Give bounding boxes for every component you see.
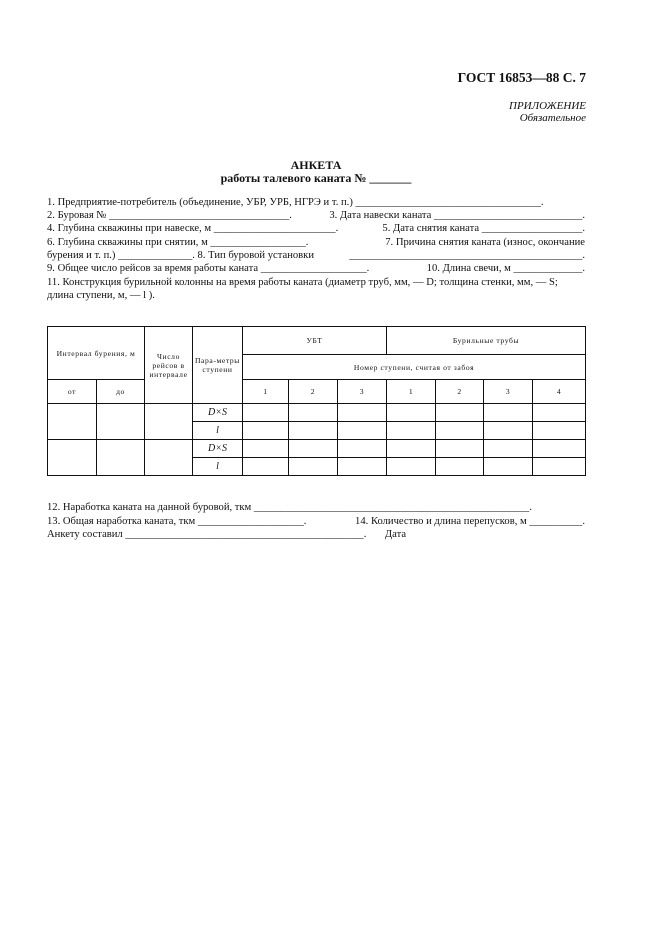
item-13: 13. Общая наработка каната, ткм ____________________. <box>47 516 307 527</box>
cell-to[interactable] <box>97 404 145 440</box>
cell[interactable] <box>436 422 484 440</box>
header-to: до <box>97 380 145 404</box>
header-ubt: УБТ <box>243 327 387 355</box>
cell[interactable] <box>484 458 533 476</box>
item-6: 6. Глубина скважины при снятии, м __________________. <box>47 237 309 248</box>
param-l: l <box>193 422 243 440</box>
table-row <box>48 440 586 458</box>
cell[interactable] <box>387 422 436 440</box>
items-4-5 <box>47 223 585 235</box>
pipe-col-2: 2 <box>436 380 484 404</box>
cell[interactable] <box>436 440 484 458</box>
item-14: 14. Количество и длина перепусков, м __________. <box>355 516 585 527</box>
item-3: 3. Дата навески каната ____________________________. <box>329 210 585 221</box>
header-interval: Интервал бурения, м <box>48 327 145 380</box>
cell[interactable] <box>243 422 289 440</box>
ubt-col-2: 2 <box>289 380 338 404</box>
cell[interactable] <box>533 440 586 458</box>
cell[interactable] <box>289 440 338 458</box>
ubt-col-1: 1 <box>243 380 289 404</box>
item-5: 5. Дата снятия каната ___________________. <box>382 223 585 234</box>
cell[interactable] <box>484 440 533 458</box>
items-9-10 <box>47 263 585 275</box>
param-dxs: D×S <box>193 404 243 422</box>
item-7: 7. Причина снятия каната (износ, окончание <box>385 237 585 248</box>
cell[interactable] <box>387 404 436 422</box>
item-4: 4. Глубина скважины при навеске, м _______________________. <box>47 223 339 234</box>
item-7-cont: бурения и т. п.) ______________. 8. Тип буровой установки <box>47 250 314 261</box>
header-stage-number: Номер ступени, считая от забоя <box>243 355 586 380</box>
cell-from[interactable] <box>48 440 97 476</box>
param-l: l <box>193 458 243 476</box>
cell[interactable] <box>533 422 586 440</box>
cell[interactable] <box>533 404 586 422</box>
item-11: 11. Конструкция бурильной колонны на время работы каната (диаметр труб, мм, — D; толщина стенки, мм, — S; <box>47 277 558 288</box>
cell[interactable] <box>533 458 586 476</box>
page-header: ГОСТ 16853—88 С. 7 <box>457 70 586 85</box>
param-dxs: D×S <box>193 440 243 458</box>
cell-from[interactable] <box>48 404 97 440</box>
cell[interactable] <box>387 458 436 476</box>
cell[interactable] <box>243 404 289 422</box>
pipe-col-3: 3 <box>484 380 533 404</box>
cell[interactable] <box>484 404 533 422</box>
item-7-8 <box>47 250 585 262</box>
item-2: 2. Буровая № __________________________________. <box>47 210 292 221</box>
items-13-14 <box>47 516 585 528</box>
cell-to[interactable] <box>97 440 145 476</box>
appendix-title: ПРИЛОЖЕНИЕ <box>509 100 586 112</box>
item-9: 9. Общее число рейсов за время работы каната ____________________. <box>47 263 370 274</box>
table-row <box>48 404 586 422</box>
cell[interactable] <box>436 404 484 422</box>
cell-trips[interactable] <box>145 404 193 440</box>
cell-trips[interactable] <box>145 440 193 476</box>
cell[interactable] <box>289 458 338 476</box>
appendix-label <box>420 100 586 124</box>
cell[interactable] <box>243 440 289 458</box>
cell[interactable] <box>289 422 338 440</box>
item-12: 12. Наработка каната на данной буровой, ткм ____________________________________________________. <box>47 502 532 513</box>
drill-string-table <box>47 326 586 476</box>
item-10: 10. Длина свечи, м _____________. <box>426 263 585 274</box>
appendix-subtitle: Обязательное <box>519 112 586 124</box>
form-title-block <box>47 159 585 185</box>
ubt-col-3: 3 <box>338 380 387 404</box>
header-from: от <box>48 380 97 404</box>
cell[interactable] <box>484 422 533 440</box>
cell[interactable] <box>338 404 387 422</box>
pipe-col-1: 1 <box>387 380 436 404</box>
item-11-cont: длина ступени, м, — l ). <box>47 290 155 301</box>
cell[interactable] <box>338 458 387 476</box>
form-subtitle: работы талевого каната № _______ <box>220 171 412 185</box>
header-drill-pipes: Бурильные трубы <box>387 327 586 355</box>
cell[interactable] <box>243 458 289 476</box>
form-title: АНКЕТА <box>290 158 342 172</box>
items-2-3 <box>47 210 585 222</box>
cell[interactable] <box>436 458 484 476</box>
compiled-by: Анкету составил _____________________________________________. Дата <box>47 529 407 540</box>
items-6-7 <box>47 237 585 249</box>
pipe-col-4: 4 <box>533 380 586 404</box>
header-params: Пара-метры ступени <box>193 327 243 404</box>
header-trips: Число рейсов в интервале <box>145 327 193 404</box>
item-1: 1. Предприятие-потребитель (объединение, УБР, УРБ, НГРЭ и т. п.) ___________________________________. <box>47 197 544 208</box>
item-8-blank: ____________________________________________. <box>349 250 585 261</box>
cell[interactable] <box>338 422 387 440</box>
cell[interactable] <box>387 440 436 458</box>
cell[interactable] <box>338 440 387 458</box>
cell[interactable] <box>289 404 338 422</box>
